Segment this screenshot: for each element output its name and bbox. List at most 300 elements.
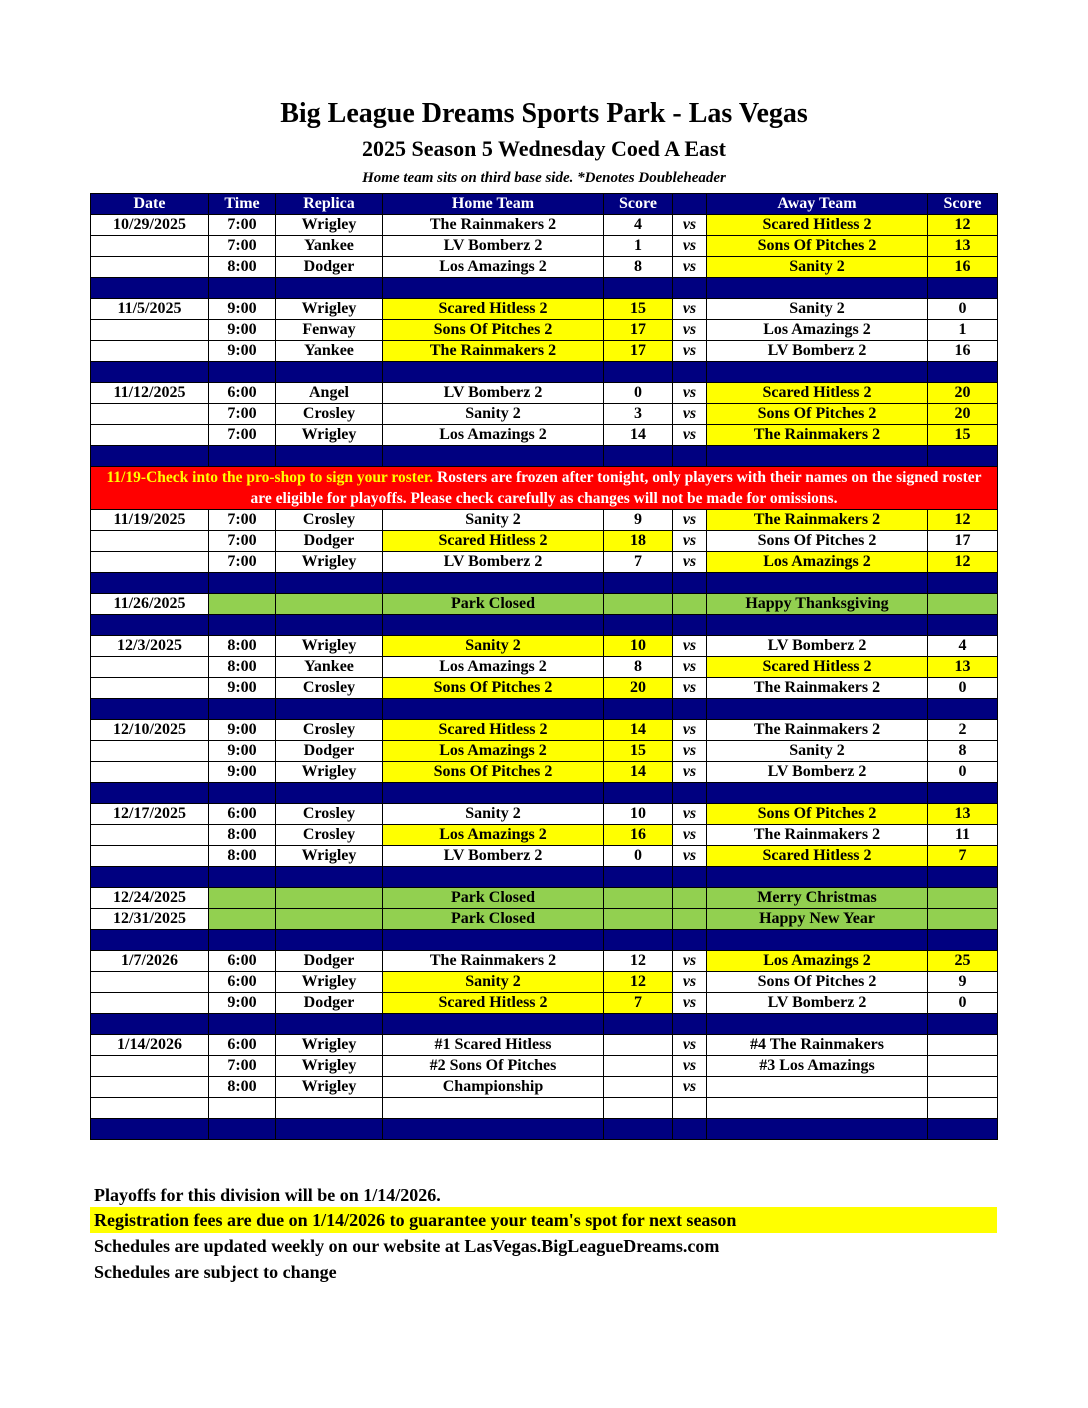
game-date: 12/24/2025	[91, 888, 209, 909]
separator-row	[91, 615, 998, 636]
home-score: 0	[604, 846, 673, 867]
game-row	[91, 257, 998, 278]
vs-cell	[673, 594, 707, 615]
separator-cell	[209, 1014, 276, 1035]
away-score	[928, 594, 998, 615]
vs-label: vs	[673, 1056, 707, 1077]
home-score: 8	[604, 657, 673, 678]
separator-cell	[383, 1119, 604, 1140]
vs-cell	[673, 909, 707, 930]
vs-label: vs	[673, 993, 707, 1014]
away-team: Scared Hitless 2	[707, 657, 928, 678]
away-team: The Rainmakers 2	[707, 510, 928, 531]
separator-cell	[91, 615, 209, 636]
time-cell	[209, 888, 276, 909]
separator-cell	[383, 867, 604, 888]
replica-field: Wrigley	[276, 299, 383, 320]
game-date: 11/26/2025	[91, 594, 209, 615]
vs-label: vs	[673, 1077, 707, 1098]
home-team: The Rainmakers 2	[383, 341, 604, 362]
separator-cell	[928, 1119, 998, 1140]
separator-cell	[707, 573, 928, 594]
home-score	[604, 1035, 673, 1056]
footer-subject-to-change: Schedules are subject to change	[94, 1262, 337, 1282]
game-date	[91, 236, 209, 257]
roster-notice-lead: 11/19-Check into the pro-shop to sign your roster.	[106, 469, 434, 486]
home-team: Sons Of Pitches 2	[383, 762, 604, 783]
vs-label: vs	[673, 341, 707, 362]
game-row	[91, 1056, 998, 1077]
game-date	[91, 1077, 209, 1098]
separator-cell	[91, 783, 209, 804]
separator-row	[91, 783, 998, 804]
separator-row	[91, 1014, 998, 1035]
game-date	[91, 404, 209, 425]
home-team: Sanity 2	[383, 636, 604, 657]
away-team: Los Amazings 2	[707, 951, 928, 972]
separator-cell	[928, 446, 998, 467]
separator-cell	[604, 615, 673, 636]
separator-cell	[276, 783, 383, 804]
vs-label: vs	[673, 320, 707, 341]
game-row	[91, 341, 998, 362]
separator-cell	[604, 573, 673, 594]
col-header-vs	[673, 194, 707, 215]
game-time: 6:00	[209, 972, 276, 993]
replica-field: Wrigley	[276, 1077, 383, 1098]
home-score: 14	[604, 425, 673, 446]
home-team: #1 Scared Hitless	[383, 1035, 604, 1056]
away-team: The Rainmakers 2	[707, 678, 928, 699]
home-score: 15	[604, 741, 673, 762]
home-team	[383, 1098, 604, 1119]
replica-field: Wrigley	[276, 762, 383, 783]
park-closed-label: Park Closed	[383, 594, 604, 615]
away-team: Sanity 2	[707, 741, 928, 762]
away-team: Sons Of Pitches 2	[707, 972, 928, 993]
away-score: 20	[928, 404, 998, 425]
game-date	[91, 972, 209, 993]
home-score: 9	[604, 510, 673, 531]
separator-cell	[209, 1119, 276, 1140]
replica-field: Dodger	[276, 951, 383, 972]
away-score: 13	[928, 236, 998, 257]
game-row	[91, 804, 998, 825]
game-row	[91, 510, 998, 531]
separator-cell	[276, 446, 383, 467]
vs-label: vs	[673, 972, 707, 993]
away-score: 9	[928, 972, 998, 993]
home-score: 12	[604, 951, 673, 972]
game-time: 9:00	[209, 341, 276, 362]
separator-cell	[383, 699, 604, 720]
separator-row	[91, 930, 998, 951]
separator-cell	[707, 867, 928, 888]
col-header-away-score: Score	[928, 194, 998, 215]
home-team: Sanity 2	[383, 804, 604, 825]
home-score: 14	[604, 720, 673, 741]
col-header-home-team: Home Team	[383, 194, 604, 215]
game-time: 7:00	[209, 552, 276, 573]
col-header-date: Date	[91, 194, 209, 215]
separator-row	[91, 573, 998, 594]
away-score: 20	[928, 383, 998, 404]
separator-cell	[276, 362, 383, 383]
away-score: 0	[928, 299, 998, 320]
time-cell	[209, 909, 276, 930]
separator-cell	[91, 362, 209, 383]
separator-cell	[91, 278, 209, 299]
game-row	[91, 825, 998, 846]
home-score: 18	[604, 531, 673, 552]
separator-cell	[673, 930, 707, 951]
home-score: 1	[604, 236, 673, 257]
away-score: 16	[928, 341, 998, 362]
game-time: 9:00	[209, 993, 276, 1014]
home-score: 20	[604, 678, 673, 699]
away-team: Los Amazings 2	[707, 320, 928, 341]
vs-label: vs	[673, 741, 707, 762]
home-score: 10	[604, 636, 673, 657]
separator-cell	[383, 278, 604, 299]
separator-cell	[707, 699, 928, 720]
away-score	[928, 1077, 998, 1098]
game-time: 9:00	[209, 762, 276, 783]
separator-cell	[276, 867, 383, 888]
park-closed-label: Park Closed	[383, 888, 604, 909]
separator-cell	[276, 573, 383, 594]
replica-field: Crosley	[276, 510, 383, 531]
home-team: LV Bomberz 2	[383, 846, 604, 867]
separator-cell	[604, 362, 673, 383]
holiday-label: Happy New Year	[707, 909, 928, 930]
away-score: 8	[928, 741, 998, 762]
replica-field: Crosley	[276, 720, 383, 741]
footer-website: Schedules are updated weekly on our website at LasVegas.BigLeagueDreams.com	[94, 1236, 720, 1256]
game-date	[91, 341, 209, 362]
game-date: 12/10/2025	[91, 720, 209, 741]
game-time: 9:00	[209, 720, 276, 741]
away-team: LV Bomberz 2	[707, 636, 928, 657]
away-score	[928, 1056, 998, 1077]
home-team-note: Home team sits on third base side. *Denotes Doubleheader	[362, 170, 726, 186]
park-closed-row	[91, 888, 998, 909]
separator-cell	[604, 930, 673, 951]
home-score	[604, 1056, 673, 1077]
away-score	[928, 1098, 998, 1119]
separator-cell	[928, 615, 998, 636]
game-row	[91, 993, 998, 1014]
col-header-home-score: Score	[604, 194, 673, 215]
game-date	[91, 678, 209, 699]
separator-cell	[673, 867, 707, 888]
separator-cell	[383, 615, 604, 636]
separator-cell	[707, 362, 928, 383]
game-time: 8:00	[209, 846, 276, 867]
separator-cell	[383, 573, 604, 594]
game-time: 7:00	[209, 215, 276, 236]
home-team: LV Bomberz 2	[383, 383, 604, 404]
separator-cell	[91, 699, 209, 720]
vs-label: vs	[673, 299, 707, 320]
away-score	[928, 1035, 998, 1056]
replica-field: Dodger	[276, 993, 383, 1014]
col-header-time: Time	[209, 194, 276, 215]
game-date	[91, 531, 209, 552]
game-row	[91, 1098, 998, 1119]
vs-label: vs	[673, 825, 707, 846]
vs-label: vs	[673, 1035, 707, 1056]
home-team: Los Amazings 2	[383, 425, 604, 446]
separator-cell	[276, 930, 383, 951]
replica-field: Yankee	[276, 236, 383, 257]
separator-cell	[707, 1119, 928, 1140]
game-row	[91, 425, 998, 446]
away-score: 11	[928, 825, 998, 846]
away-team: Sons Of Pitches 2	[707, 804, 928, 825]
game-time: 9:00	[209, 299, 276, 320]
home-score	[604, 1077, 673, 1098]
game-time: 8:00	[209, 636, 276, 657]
away-score: 25	[928, 951, 998, 972]
away-score	[928, 909, 998, 930]
separator-cell	[604, 446, 673, 467]
away-team: LV Bomberz 2	[707, 993, 928, 1014]
away-team	[707, 1077, 928, 1098]
separator-cell	[707, 783, 928, 804]
away-team: The Rainmakers 2	[707, 720, 928, 741]
away-score	[928, 888, 998, 909]
away-score: 4	[928, 636, 998, 657]
home-score	[604, 594, 673, 615]
replica-field: Yankee	[276, 657, 383, 678]
vs-label: vs	[673, 846, 707, 867]
separator-cell	[928, 930, 998, 951]
game-row	[91, 1077, 998, 1098]
game-time: 7:00	[209, 1056, 276, 1077]
separator-cell	[209, 446, 276, 467]
game-time: 9:00	[209, 678, 276, 699]
col-header-replica: Replica	[276, 194, 383, 215]
home-score: 15	[604, 299, 673, 320]
game-date: 12/3/2025	[91, 636, 209, 657]
separator-cell	[928, 1014, 998, 1035]
away-score: 13	[928, 657, 998, 678]
separator-cell	[276, 278, 383, 299]
game-row	[91, 951, 998, 972]
replica-field: Angel	[276, 383, 383, 404]
separator-cell	[604, 1014, 673, 1035]
vs-label: vs	[673, 762, 707, 783]
game-time: 8:00	[209, 657, 276, 678]
away-score: 12	[928, 215, 998, 236]
home-team: The Rainmakers 2	[383, 215, 604, 236]
separator-cell	[604, 278, 673, 299]
vs-cell	[673, 888, 707, 909]
away-score: 13	[928, 804, 998, 825]
away-team: Scared Hitless 2	[707, 215, 928, 236]
home-score: 17	[604, 320, 673, 341]
home-team: LV Bomberz 2	[383, 236, 604, 257]
separator-cell	[209, 573, 276, 594]
vs-label: vs	[673, 257, 707, 278]
game-time: 8:00	[209, 1077, 276, 1098]
separator-cell	[673, 278, 707, 299]
park-closed-row	[91, 909, 998, 930]
vs-label: vs	[673, 951, 707, 972]
separator-row	[91, 278, 998, 299]
away-team: #3 Los Amazings	[707, 1056, 928, 1077]
game-date	[91, 320, 209, 341]
home-team: Championship	[383, 1077, 604, 1098]
home-team: LV Bomberz 2	[383, 552, 604, 573]
away-team: Sons Of Pitches 2	[707, 236, 928, 257]
separator-cell	[383, 930, 604, 951]
replica-field: Wrigley	[276, 636, 383, 657]
schedule-table	[90, 193, 998, 1140]
away-team: #4 The Rainmakers	[707, 1035, 928, 1056]
page-title: Big League Dreams Sports Park - Las Vegas	[280, 98, 808, 129]
game-row	[91, 762, 998, 783]
home-score: 7	[604, 552, 673, 573]
home-team: Scared Hitless 2	[383, 299, 604, 320]
separator-cell	[604, 867, 673, 888]
separator-cell	[383, 362, 604, 383]
separator-cell	[91, 446, 209, 467]
replica-field: Wrigley	[276, 425, 383, 446]
game-time: 6:00	[209, 383, 276, 404]
replica-field: Fenway	[276, 320, 383, 341]
separator-cell	[209, 278, 276, 299]
game-time: 7:00	[209, 404, 276, 425]
home-team: Los Amazings 2	[383, 825, 604, 846]
separator-cell	[673, 783, 707, 804]
home-team: Los Amazings 2	[383, 257, 604, 278]
away-team: Sons Of Pitches 2	[707, 404, 928, 425]
away-team: Los Amazings 2	[707, 552, 928, 573]
separator-cell	[209, 615, 276, 636]
separator-cell	[91, 573, 209, 594]
home-score	[604, 1098, 673, 1119]
vs-label: vs	[673, 404, 707, 425]
replica-field: Wrigley	[276, 215, 383, 236]
game-time: 9:00	[209, 320, 276, 341]
game-row	[91, 720, 998, 741]
home-score: 12	[604, 972, 673, 993]
game-date: 11/5/2025	[91, 299, 209, 320]
game-time: 6:00	[209, 951, 276, 972]
home-score: 3	[604, 404, 673, 425]
game-date	[91, 657, 209, 678]
game-date	[91, 846, 209, 867]
separator-cell	[604, 1119, 673, 1140]
separator-cell	[91, 1014, 209, 1035]
game-row	[91, 383, 998, 404]
separator-cell	[209, 362, 276, 383]
game-row	[91, 657, 998, 678]
game-time	[209, 1098, 276, 1119]
home-score: 7	[604, 993, 673, 1014]
page-subtitle: 2025 Season 5 Wednesday Coed A East	[362, 136, 726, 161]
game-row	[91, 215, 998, 236]
vs-label: vs	[673, 678, 707, 699]
vs-label: vs	[673, 552, 707, 573]
game-date	[91, 1098, 209, 1119]
home-score: 10	[604, 804, 673, 825]
separator-row	[91, 362, 998, 383]
replica-field: Wrigley	[276, 552, 383, 573]
separator-cell	[707, 1014, 928, 1035]
game-date	[91, 1056, 209, 1077]
vs-label: vs	[673, 720, 707, 741]
separator-cell	[91, 1119, 209, 1140]
home-team: Scared Hitless 2	[383, 531, 604, 552]
replica-field	[276, 1098, 383, 1119]
vs-label: vs	[673, 804, 707, 825]
separator-cell	[673, 615, 707, 636]
game-date	[91, 425, 209, 446]
away-team: The Rainmakers 2	[707, 425, 928, 446]
away-team: LV Bomberz 2	[707, 762, 928, 783]
home-score: 8	[604, 257, 673, 278]
separator-cell	[928, 867, 998, 888]
home-score: 17	[604, 341, 673, 362]
replica-field: Dodger	[276, 257, 383, 278]
away-score: 2	[928, 720, 998, 741]
away-team: The Rainmakers 2	[707, 825, 928, 846]
replica-cell	[276, 594, 383, 615]
separator-cell	[707, 930, 928, 951]
separator-cell	[276, 1119, 383, 1140]
footer-registration: Registration fees are due on 1/14/2026 to guarantee your team's spot for next season	[90, 1207, 997, 1233]
game-time: 7:00	[209, 236, 276, 257]
game-date: 11/19/2025	[91, 510, 209, 531]
game-time: 7:00	[209, 531, 276, 552]
separator-cell	[707, 446, 928, 467]
separator-cell	[673, 362, 707, 383]
separator-cell	[673, 446, 707, 467]
vs-label: vs	[673, 236, 707, 257]
game-date: 10/29/2025	[91, 215, 209, 236]
separator-cell	[673, 1119, 707, 1140]
game-row	[91, 531, 998, 552]
park-closed-label: Park Closed	[383, 909, 604, 930]
separator-cell	[673, 699, 707, 720]
separator-row	[91, 699, 998, 720]
replica-field: Crosley	[276, 678, 383, 699]
away-team: Sanity 2	[707, 299, 928, 320]
game-time: 9:00	[209, 741, 276, 762]
home-score	[604, 909, 673, 930]
home-team: Scared Hitless 2	[383, 720, 604, 741]
separator-cell	[673, 1014, 707, 1035]
separator-cell	[604, 783, 673, 804]
home-team: Sanity 2	[383, 404, 604, 425]
away-score: 17	[928, 531, 998, 552]
game-date: 1/14/2026	[91, 1035, 209, 1056]
roster-notice	[91, 467, 998, 510]
vs-label	[673, 1098, 707, 1119]
game-date: 11/12/2025	[91, 383, 209, 404]
header-row	[91, 194, 998, 215]
away-score: 12	[928, 510, 998, 531]
separator-cell	[209, 699, 276, 720]
game-date	[91, 762, 209, 783]
home-team: Sons Of Pitches 2	[383, 678, 604, 699]
home-score: 16	[604, 825, 673, 846]
game-date	[91, 552, 209, 573]
separator-cell	[383, 446, 604, 467]
